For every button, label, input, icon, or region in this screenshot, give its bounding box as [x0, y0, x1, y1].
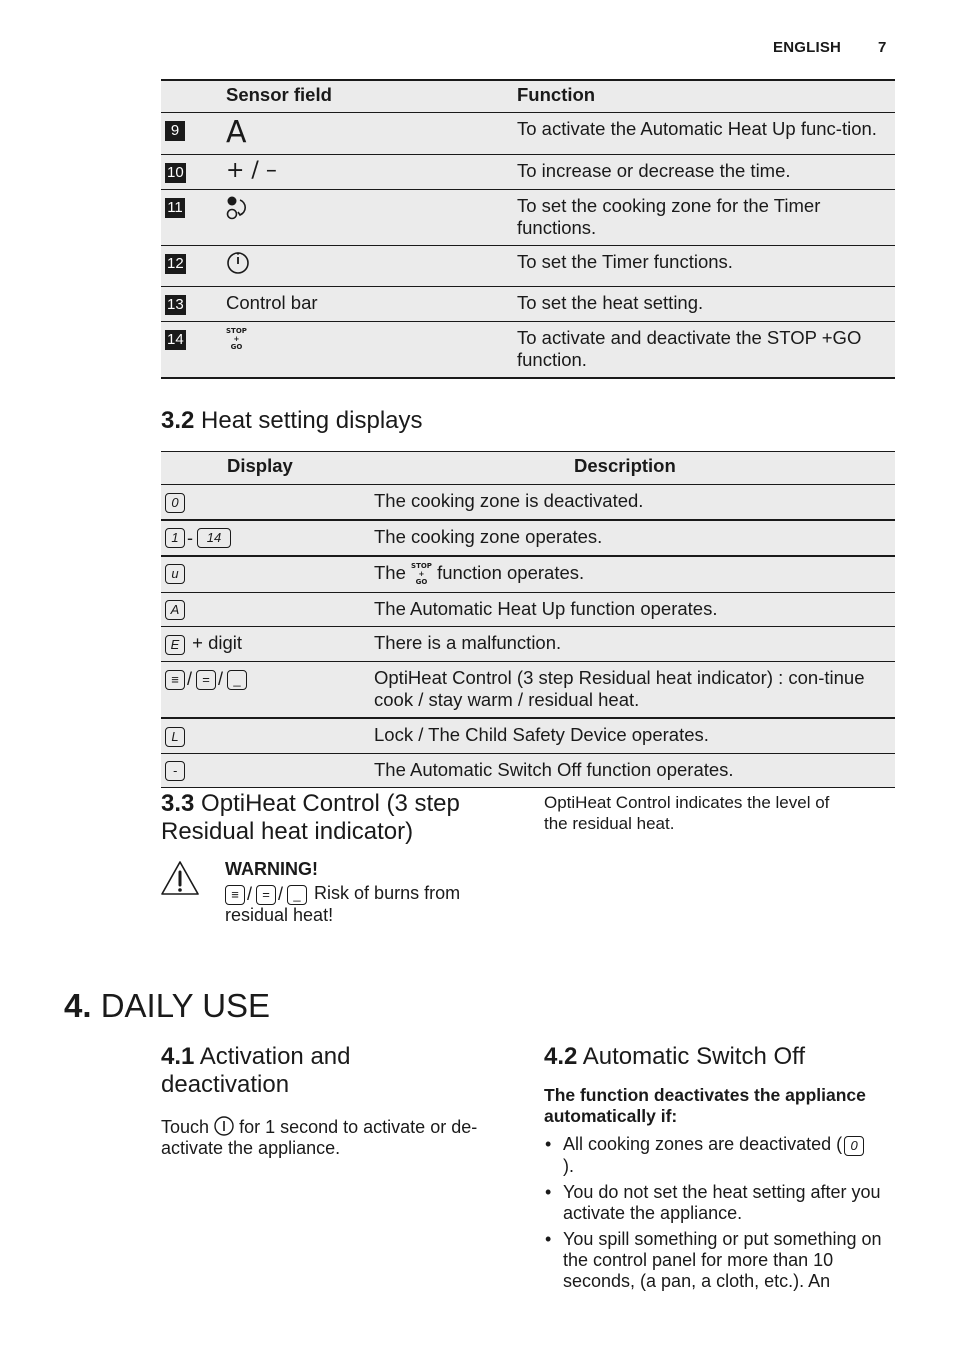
- section-3-3-heading: 3.3 OptiHeat Control (3 step Residual heat indicator): [161, 790, 460, 845]
- activation-text: Touch for 1 second to activate or de- activate the appliance.: [161, 1117, 478, 1158]
- section-3-2-heading: 3.2 Heat setting displays: [161, 407, 423, 434]
- stay-warm-symbol: =: [196, 670, 216, 690]
- row-number: 12: [167, 254, 184, 272]
- table-row: [161, 556, 895, 593]
- table-row: [161, 245, 895, 286]
- display-symbol: -: [165, 761, 185, 781]
- plus-minus-icon: + / –: [226, 157, 277, 183]
- description-text: Lock / The Child Safety Device operates.: [374, 724, 709, 746]
- page-number: 7: [878, 39, 887, 56]
- table-row: [161, 592, 895, 627]
- table-row: [161, 286, 895, 321]
- letter-a-symbol: A: [226, 114, 247, 150]
- heat-setting-display-table: [161, 451, 895, 788]
- display-symbol: A: [165, 600, 185, 620]
- header-function: Function: [517, 84, 596, 105]
- table-row: [161, 485, 895, 520]
- sensor-field-table: [161, 79, 895, 379]
- row-number: 14: [167, 330, 184, 348]
- description-text: OptiHeat Control (3 step Residual heat indicator) : con-tinue cook / stay warm / residual heat.: [374, 667, 865, 711]
- table-row: [161, 189, 895, 245]
- timer-icon: [226, 251, 250, 275]
- header-description: Description: [574, 455, 676, 476]
- stop-go-icon: STOP + GO: [411, 561, 432, 586]
- display-table-header: [161, 452, 895, 485]
- display-symbol: u: [165, 564, 185, 584]
- zone-select-icon: [226, 195, 252, 221]
- list-item: • You spill something or put something on the control panel for more than 10 seconds, (a pan, a cloth, etc.). An: [544, 1229, 896, 1292]
- control-bar-label: Control bar: [226, 291, 318, 313]
- section-4-1-heading: 4.1 Activation and deactivation: [161, 1043, 351, 1098]
- residual-heat-symbol: _: [227, 670, 247, 690]
- auto-off-conditions: [544, 1134, 896, 1297]
- description-text: The STOP + GO function operates.: [374, 561, 585, 586]
- function-text: To set the Timer functions.: [517, 250, 733, 272]
- function-text: To increase or decrease the time.: [517, 159, 791, 181]
- function-text: To set the cooking zone for the Timer functions.: [517, 194, 821, 238]
- row-number: 13: [167, 295, 184, 313]
- warning-text: ≡ / = / _ Risk of burns from residual heat!: [225, 883, 461, 925]
- warning-label: WARNING!: [225, 859, 318, 879]
- display-symbol: L: [165, 727, 185, 747]
- header-sensor-field: Sensor field: [226, 84, 332, 105]
- row-number: 9: [165, 121, 185, 141]
- display-symbol: E: [165, 635, 185, 655]
- list-item: • All cooking zones are deactivated ( 0 ).: [544, 1134, 896, 1177]
- display-suffix: + digit: [192, 632, 243, 654]
- function-text: To activate and deactivate the STOP +GO function.: [517, 326, 862, 370]
- display-symbol: 0: [165, 493, 185, 513]
- function-text: To set the heat setting.: [517, 291, 704, 313]
- sensor-table-header: [161, 80, 895, 112]
- description-text: The cooking zone is deactivated.: [374, 490, 644, 511]
- description-text: The Automatic Heat Up function operates.: [374, 597, 718, 619]
- header-language: ENGLISH: [773, 39, 842, 56]
- display-symbol: 1 - 14: [161, 526, 233, 547]
- continue-cook-symbol: ≡: [165, 670, 185, 690]
- table-row: [161, 154, 895, 189]
- row-number: 10: [167, 163, 184, 181]
- chapter-heading: 4. DAILY USE: [64, 987, 271, 1024]
- table-row: [161, 112, 895, 154]
- table-row: [161, 321, 895, 378]
- description-text: The Automatic Switch Off function operates.: [374, 758, 734, 780]
- optiheat-description: OptiHeat Control indicates the level of the residual heat.: [544, 793, 830, 833]
- table-row: ≡ / = / _ OptiHeat Control (3 step Residual heat indicator) : con-tinue cook / stay warm / residual heat.: [161, 662, 895, 719]
- section-4-2-heading: 4.2 Automatic Switch Off: [544, 1043, 806, 1070]
- description-text: The cooking zone operates.: [374, 525, 603, 547]
- table-row: [161, 520, 895, 556]
- table-row: [161, 753, 895, 788]
- warning-triangle-icon: [160, 860, 200, 896]
- table-row: [161, 627, 895, 662]
- row-number: 11: [165, 198, 185, 218]
- description-text: There is a malfunction.: [374, 632, 562, 654]
- power-icon: [214, 1116, 234, 1136]
- stop-go-icon: STOP + GO: [226, 326, 247, 351]
- function-text: To activate the Automatic Heat Up func-tion.: [517, 117, 877, 139]
- table-row: [161, 718, 895, 753]
- auto-off-intro: The function deactivates the appliance automatically if:: [544, 1085, 866, 1126]
- header-display: Display: [227, 455, 293, 476]
- list-item: • You do not set the heat setting after you activate the appliance.: [544, 1182, 896, 1224]
